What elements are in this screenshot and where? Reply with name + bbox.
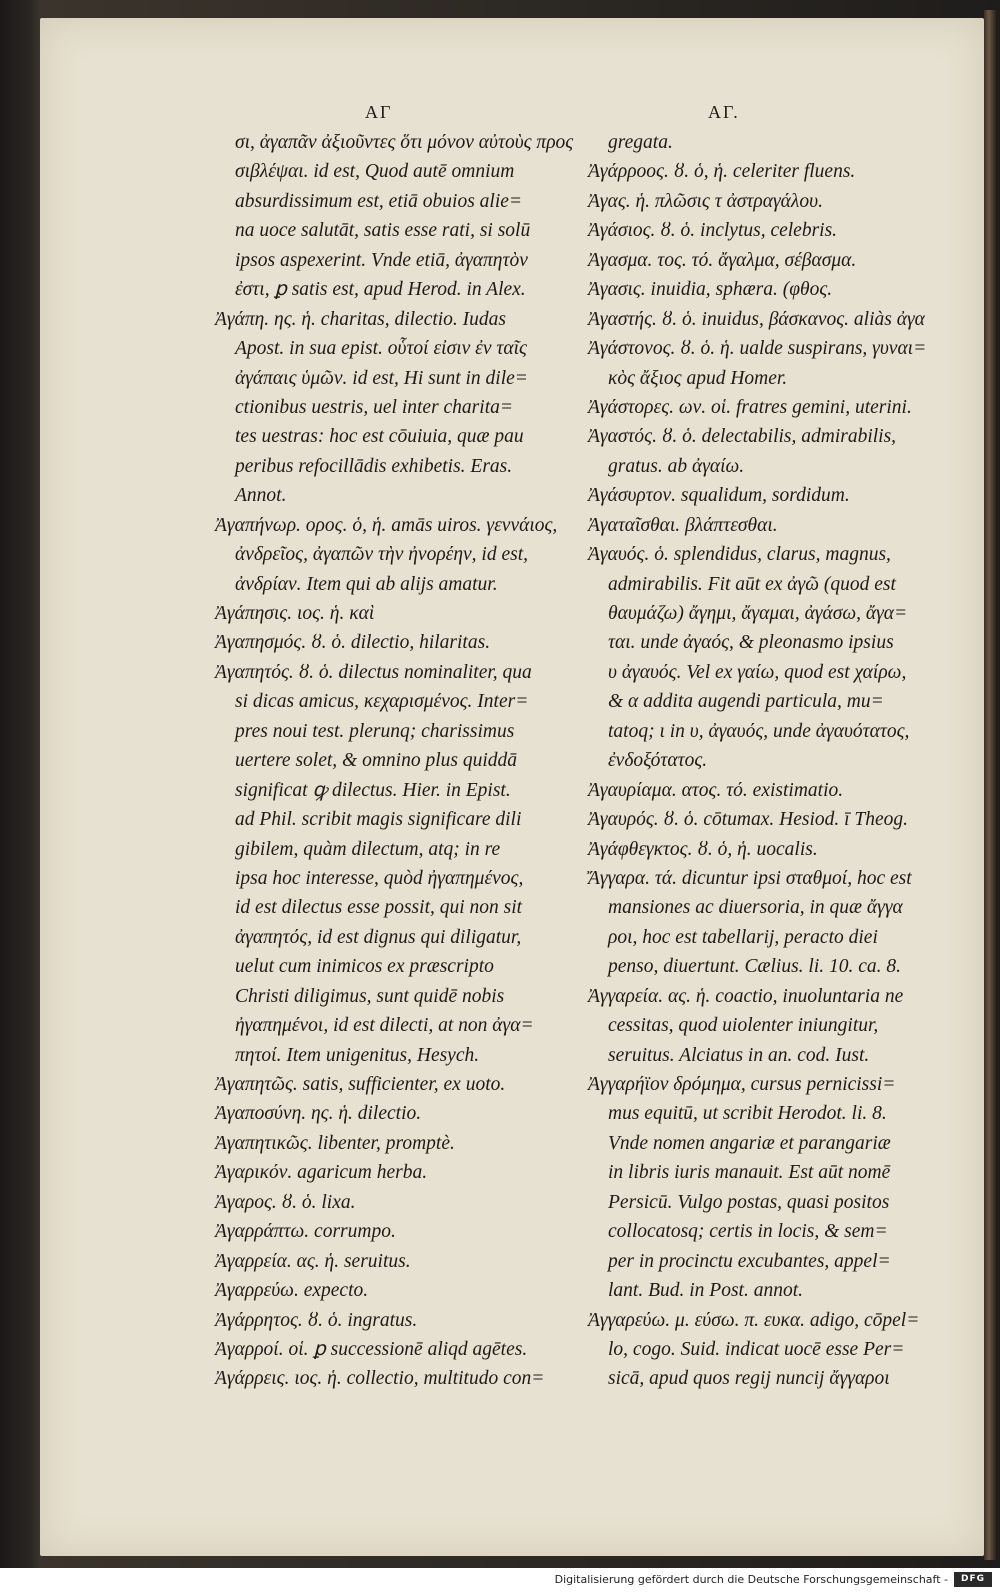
text-line: per in procinctu excubantes, appel=: [608, 1250, 891, 1272]
text-line: Ἀγγαρεία. ας. ἡ. coactio, inuoluntaria ne: [588, 985, 904, 1007]
text-line: tes uestras: hoc est cōuiuia, quæ pau: [235, 426, 524, 448]
text-line: gregata.: [608, 132, 673, 153]
text-line: ἀγαπητός, id est dignus qui diligatur,: [235, 926, 522, 948]
text-line: Ἀγάρρητος. ȣ. ὁ. ingratus.: [215, 1309, 418, 1331]
text-line: ται. unde ἀγαός, & pleonasmo ipsius: [608, 632, 894, 654]
text-line: significat ꝙ dilectus. Hier. in Epist.: [235, 779, 511, 801]
text-line: absurdissimum est, etiā obuios alie=: [235, 190, 523, 212]
text-line: Ἀγαρράπτω. corrumpo.: [215, 1221, 396, 1243]
text-line: Persicū. Vulgo postas, quasi positos: [608, 1191, 890, 1213]
text-line: Ἀγάπησις. ιος. ἡ. καὶ: [215, 603, 375, 624]
text-line: ἀνδρίαν. Item qui ab alijs amatur.: [235, 573, 498, 595]
text-line: pres noui test. plerunq; charissimus: [235, 720, 515, 742]
text-line: Ἀγασις. inuidia, sphæra. (φθος.: [588, 279, 833, 301]
text-line: Ἀγαρικόν. agaricum herba.: [215, 1162, 428, 1184]
text-line: Ἀγάρρεις. ιος. ἡ. collectio, multitudo con=: [215, 1368, 545, 1390]
text-line: ἀνδρεῖος, ἀγαπῶν τὴν ἠνορέην, id est,: [235, 544, 529, 566]
dfg-logo: DFG: [954, 1572, 992, 1587]
funding-notice: Digitalisierung gefördert durch die Deutsche Forschungsgemeinschaft -: [554, 1573, 948, 1586]
text-line: sicā, apud quos regij nuncij ἄγγαροι: [608, 1368, 890, 1390]
text-line: σι, ἀγαπᾶν ἀξιοῦντες ὅτι μόνον αὐτοὺς προς: [235, 132, 574, 153]
text-line: si dicas amicus, κεχαρισμένος. Inter=: [235, 691, 529, 713]
text-line: Ἀγαστός. ȣ. ὁ. delectabilis, admirabilis,: [588, 426, 897, 448]
text-line: ἠγαπημένοι, id est dilecti, at non ἀγα=: [235, 1015, 534, 1037]
text-line: Ἀγάσυρτον. squalidum, sordidum.: [588, 485, 850, 507]
text-line: Ἀγάστονος. ȣ. ὁ. ἡ. ualde suspirans, γυναι=: [588, 338, 927, 360]
text-line: Ἀγαρροί. οἱ. ꝑ successionē aliqd agētes.: [215, 1338, 528, 1360]
text-line: Ἀγαρος. ȣ. ὁ. lixa.: [215, 1191, 356, 1213]
text-line: ροι, hoc est tabellarij, peracto diei: [608, 926, 878, 948]
text-line: Ἀγαταῖσθαι. βλάπτεσθαι.: [588, 514, 778, 536]
text-line: κὸς ἄξιος apud Homer.: [608, 367, 788, 389]
text-line: Ἀγάρροος. ȣ. ὁ, ἡ. celeriter fluens.: [588, 161, 856, 183]
text-line: Ἀγαπητός. ȣ. ὁ. dilectus nominaliter, qua: [215, 661, 532, 683]
text-line: Vnde nomen angariæ et parangariæ: [608, 1132, 891, 1154]
text-line: Ἀγαποσύνη. ης. ἡ. dilectio.: [215, 1103, 422, 1125]
text-line: uelut cum inimicos ex præscripto: [235, 956, 494, 978]
text-line: Ἀγαστής. ȣ. ὁ. inuidus, βάσκανος. aliàs ἀγα: [588, 308, 925, 330]
text-line: mus equitū, ut scribit Herodot. li. 8.: [608, 1103, 887, 1125]
text-line: ἐστι, ꝑ satis est, apud Herod. in Alex.: [235, 279, 526, 301]
text-line: ἐνδοξότατος.: [608, 750, 708, 772]
text-line: Ἀγαπήνωρ. ορος. ὁ, ἡ. amās uiros. γεννάιος,: [215, 514, 558, 536]
text-line: mansiones ac diuersoria, in quæ ἄγγα: [608, 897, 903, 919]
text-line: lo, cogo. Suid. indicat uocē esse Per=: [608, 1338, 905, 1360]
text-line: Ἀγαυρός. ȣ. ὁ. cōtumax. Hesiod. ī Theog.: [588, 809, 909, 831]
text-line: ἀγάπαις ὑμῶν. id est, Hi sunt in dile=: [235, 367, 528, 389]
text-line: penso, diuertunt. Cælius. li. 10. ca. 8.: [608, 956, 902, 978]
text-line: in libris iuris manauit. Est aūt nomē: [608, 1162, 891, 1184]
text-line: σιβλέψαι. id est, Quod autē omnium: [235, 161, 515, 183]
text-line: admirabilis. Fit aūt ex ἀγῶ (quod est: [608, 573, 896, 595]
text-line: Ἀγαπητῶς. satis, sufficienter, ex uoto.: [215, 1074, 506, 1095]
text-line: ipsos aspexerint. Vnde etiā, ἀγαπητὸν: [235, 249, 528, 271]
text-line: Ἀγάσιος. ȣ. ὁ. inclytus, celebris.: [588, 220, 838, 242]
text-line: Ἀγάφθεγκτος. ȣ. ὁ, ἡ. uocalis.: [588, 838, 818, 860]
text-line: & α addita augendi particula, mu=: [608, 691, 884, 713]
text-line: gibilem, quàm dilectum, atq; in re: [235, 838, 501, 860]
text-line: tatoq; ι in υ, ἀγαυός, unde ἀγαυότατος,: [608, 720, 910, 742]
text-line: Ἀγγαρήϊον δρόμημα, cursus pernicissi=: [588, 1074, 896, 1095]
text-line: Ἀγασμα. τος. τό. ἄγαλμα, σέβασμα.: [588, 249, 857, 271]
text-line: υ ἀγαυός. Vel ex γαίω, quod est χαίρω,: [608, 661, 907, 683]
text-line: Ἀγαυός. ὁ. splendidus, clarus, magnus,: [588, 544, 891, 566]
text-line: Ἀγαρρεύω. expecto.: [215, 1280, 369, 1302]
text-line: id est dilectus esse possit, qui non sit: [235, 897, 523, 919]
text-line: Ἀγαυρίαμα. ατος. τό. existimatio.: [588, 779, 844, 801]
text-line: Ἀγγαρεύω. μ. εύσω. π. ευκα. adigo, cōpel=: [588, 1309, 920, 1331]
text-line: lant. Bud. in Post. annot.: [608, 1280, 803, 1302]
text-line: Ἀγαπητικῶς. libenter, promptè.: [215, 1132, 455, 1154]
text-line: Annot.: [235, 485, 287, 507]
footer-bar: [0, 1568, 1000, 1592]
running-header-left: ΑΓ: [365, 102, 393, 122]
text-line: ad Phil. scribit magis significare dili: [235, 809, 522, 831]
text-line: Ἄγγαρα. τά. dicuntur ipsi σταθμοί, hoc est: [588, 867, 912, 889]
left-column: [215, 128, 574, 1394]
running-header-right: ΑΓ.: [708, 102, 740, 122]
text-line: Ἀγάστορες. ων. οἱ. fratres gemini, uterini.: [588, 396, 912, 418]
text-line: πητοί. Item unigenitus, Hesych.: [235, 1044, 480, 1066]
text-line: ctionibus uestris, uel inter charita=: [235, 396, 514, 418]
text-line: Ἀγάπη. ης. ἡ. charitas, dilectio. Iudas: [215, 308, 507, 330]
text-line: na uoce salutāt, satis esse rati, si solū: [235, 220, 531, 242]
text-line: Ἀγαπησμός. ȣ. ὁ. dilectio, hilaritas.: [215, 632, 491, 654]
text-line: uertere solet, & omnino plus quiddā: [235, 750, 518, 772]
text-line: collocatosq; certis in locis, & sem=: [608, 1221, 888, 1243]
right-column: [588, 128, 927, 1394]
text-line: cessitas, quod uiolenter iniungitur,: [608, 1015, 879, 1037]
text-line: ipsa hoc interesse, quòd ἠγαπημένος,: [235, 867, 524, 889]
text-line: seruitus. Alciatus in an. cod. Iust.: [608, 1044, 870, 1066]
text-line: Ἀγαρρεία. ας. ἡ. seruitus.: [215, 1250, 411, 1272]
text-line: Apost. in sua epist. οὗτοί εἰσιν ἐν ταῖς: [235, 338, 527, 360]
text-line: θαυμάζω) ἄγημι, ἄγαμαι, ἀγάσω, ἄγα=: [608, 603, 908, 624]
text-line: peribus refocillādis exhibetis. Eras.: [235, 455, 513, 477]
text-line: gratus. ab ἀγαίω.: [608, 455, 745, 477]
text-line: Ἀγας. ἡ. πλῶσις τ ἀστραγάλου.: [588, 190, 823, 212]
text-line: Christi diligimus, sunt quidē nobis: [235, 985, 505, 1007]
book-edge: [984, 10, 996, 1560]
